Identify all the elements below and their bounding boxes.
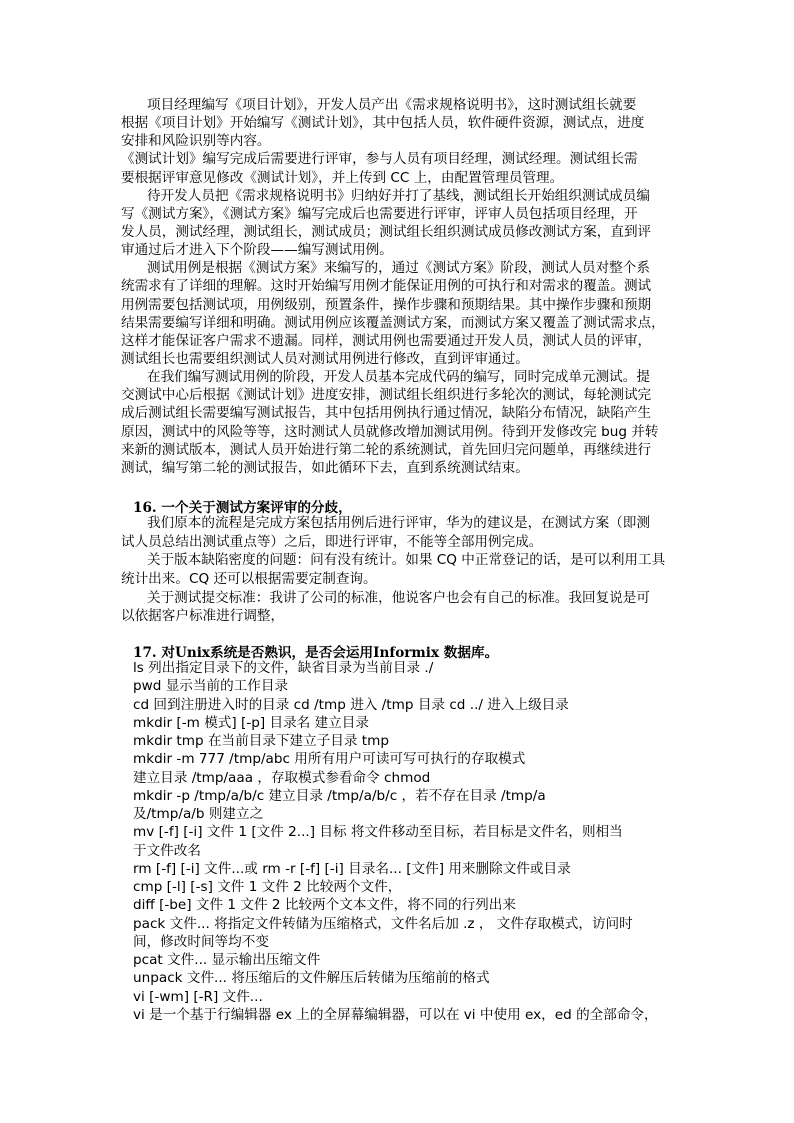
section-question-16-body xyxy=(121,514,681,626)
text-line: 关于测试提交标准：我讲了公司的标准，他说客户也会有自己的标准。我回复说是可 xyxy=(147,589,650,606)
heading-question-17: 17. 对Unix系统是否熟识，是否会运用Informix 数据库。 xyxy=(133,645,499,661)
text-line: pcat 文件... 显示输出压缩文件 xyxy=(133,952,321,968)
text-line: cmp [-l] [-s] 文件 1 文件 2 比较两个文件， xyxy=(133,879,402,895)
text-line: pwd 显示当前的工作目录 xyxy=(133,678,289,695)
text-line: 根据《项目计划》开始编写《测试计划》，其中包括人员，软件硬件资源，测试点，进度 xyxy=(121,115,645,132)
text-line: 试人员总结出测试重点等）之后，即进行评审，不能等全部用例完成。 xyxy=(121,533,543,550)
paragraph xyxy=(121,589,681,626)
paragraph xyxy=(121,368,681,477)
paragraph xyxy=(121,187,681,260)
text-line: 测试用例是根据《测试方案》来编写的，通过《测试方案》阶段，测试人员对整个系 xyxy=(147,260,650,277)
text-line: 测试，编写第二轮的测试报告，如此循环下去，直到系统测试结束。 xyxy=(121,459,529,476)
text-line: 这样才能保证客户需求不遗漏。同样，测试用例也需要通过开发人员，测试人员的评审， xyxy=(121,332,652,349)
paragraph xyxy=(121,551,681,588)
text-line: mkdir -m 777 /tmp/abc 用所有用户可读可写可执行的存取模式 xyxy=(133,751,526,768)
paragraph xyxy=(121,259,681,368)
text-line: 交测试中心后根据《测试计划》进度安排，测试组长组织进行多轮次的测试，每轮测试完 xyxy=(121,387,652,404)
text-line: 在我们编写测试用例的阶段，开发人员基本完成代码的编写，同时完成单元测试。提 xyxy=(147,369,650,386)
paragraph xyxy=(121,514,681,551)
paragraph xyxy=(121,150,681,186)
text-line: 成后测试组长需要编写测试报告，其中包括用例执行通过情况，缺陷分布情况，缺陷产生 xyxy=(121,405,652,422)
text-line: 间，修改时间等均不变 xyxy=(133,933,269,950)
text-line: 要根据评审意见修改《测试计划》，并上传到 CC 上，由配置管理员管理。 xyxy=(121,169,564,186)
text-line: 用例需要包括测试项，用例级别，预置条件，操作步骤和预期结果。其中操作步骤和预期 xyxy=(121,296,652,313)
text-line: 项目经理编写《项目计划》，开发人员产出《需求规格说明书》，这时测试组长就要 xyxy=(147,97,637,113)
text-line: 及/tmp/a/b 则建立之 xyxy=(133,806,264,822)
text-line: 原因，测试中的风险等等，这时测试人员就修改增加测试用例。待到开发修改完 bug 并转 xyxy=(121,423,659,440)
text-line: 我们原本的流程是完成方案包括用例后进行评审，华为的建议是，在测试方案（即测 xyxy=(147,515,650,531)
text-line: mkdir -p /tmp/a/b/c 建立目录 /tmp/a/b/c ，若不存在目录 /tmp/a xyxy=(133,787,546,804)
text-line: 统需求有了详细的理解。这时开始编写用例才能保证用例的可执行和对需求的覆盖。测试 xyxy=(121,278,652,295)
paragraph xyxy=(133,659,693,1024)
text-line: 《测试计划》编写完成后需要进行评审，参与人员有项目经理，测试经理。测试组长需 xyxy=(121,151,638,168)
text-line: mv [-f] [-i] 文件 1 [文件 2...] 目标 将文件移动至目标，若目标是文件名，则相当 xyxy=(133,824,623,841)
text-line: rm [-f] [-i] 文件...或 rm -r [-f] [-i] 目录名... [文件] 用来删除文件或目录 xyxy=(133,860,571,877)
paragraph xyxy=(121,96,681,150)
text-line: vi 是一个基于行编辑器 ex 上的全屏幕编辑器，可以在 vi 中使用 ex，ed 的全部命令， xyxy=(133,1006,658,1023)
text-line: ls 列出指定目录下的文件，缺省目录为当前目录 ./ xyxy=(133,660,434,676)
text-line: diff [-be] 文件 1 文件 2 比较两个文本文件，将不同的行列出来 xyxy=(133,897,516,914)
text-line: 测试组长也需要组织测试人员对测试用例进行修改，直到评审通过。 xyxy=(121,350,529,367)
text-line: 以依据客户标准进行调整， xyxy=(121,608,285,625)
text-line: 发人员，测试经理，测试组长，测试成员；测试组长组织测试成员修改测试方案，直到评 xyxy=(121,223,652,240)
text-line: 建立目录 /tmp/aaa ，存取模式参看命令 chmod xyxy=(133,769,431,786)
text-line: vi [-wm] [-R] 文件... xyxy=(133,988,263,1005)
text-line: 关于版本缺陷密度的问题：问有没有统计。如果 CQ 中正常登记的话，是可以利用工具 xyxy=(147,552,666,569)
text-line: 于文件改名 xyxy=(133,842,201,859)
section-question-17-body xyxy=(133,659,693,1024)
text-line: 结果需要编写详细和明确。测试用例应该覆盖测试方案，而测试方案又覆盖了测试需求点， xyxy=(121,314,665,331)
text-line: 写《测试方案》，《测试方案》编写完成后也需要进行评审，评审人员包括项目经理，开 xyxy=(121,205,638,222)
text-line: 审通过后才进入下个阶段——编写测试用例。 xyxy=(121,242,393,259)
text-line: unpack 文件... 将压缩后的文件解压后转储为压缩前的格式 xyxy=(133,970,490,987)
section-process-description xyxy=(121,96,681,477)
text-line: mkdir [-m 模式] [-p] 目录名 建立目录 xyxy=(133,714,369,731)
text-line: pack 文件... 将指定文件转储为压缩格式，文件名后加 .z ， 文件存取模式，访问时 xyxy=(133,915,633,932)
text-line: 安排和风险识别等内容。 xyxy=(121,133,271,150)
text-line: 统计出来。CQ 还可以根据需要定制查询。 xyxy=(121,571,377,588)
text-line: cd 回到注册进入时的目录 cd /tmp 进入 /tmp 目录 cd ../ 进入上级目录 xyxy=(133,696,569,713)
text-line: 来新的测试版本，测试人员开始进行第二轮的系统测试，首先回归完问题单，再继续进行 xyxy=(121,441,652,458)
text-line: mkdir tmp 在当前目录下建立子目录 tmp xyxy=(133,733,390,749)
text-line: 待开发人员把《需求规格说明书》归纳好并打了基线，测试组长开始组织测试成员编 xyxy=(147,187,650,204)
heading-question-16: 16. 一个关于测试方案评审的分歧， xyxy=(133,500,352,516)
